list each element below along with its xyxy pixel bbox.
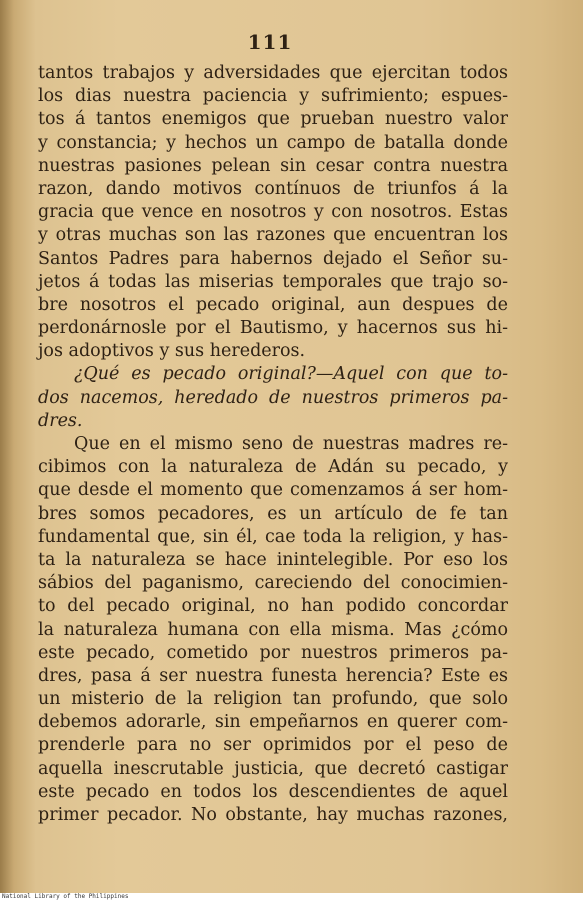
- question-line: dos nacemos, heredado de nuestros primeros pa-: [38, 387, 508, 408]
- answer-line: debemos adorarle, sin empeñarnos en querer com-: [38, 712, 508, 733]
- text-line: los dias nuestra paciencia y sufrimiento; espues-: [38, 86, 508, 107]
- answer-line: to del pecado original, no han podido concordar: [38, 596, 508, 617]
- question-line: ¿Qué es pecado original?—Aquel con que to-: [74, 364, 508, 385]
- answer-line: primer pecador. No obstante, hay muchas razones,: [38, 805, 508, 825]
- text-line: jetos á todas las miserias temporales que trajo so-: [38, 271, 508, 292]
- answer-line: la naturaleza humana con ella misma. Mas ¿cómo: [38, 619, 508, 640]
- text-line: gracia que vence en nosotros y con nosotros. Estas: [38, 202, 508, 223]
- text-line: razon, dando motivos contínuos de triunfos á la: [38, 178, 508, 199]
- text-line: bre nosotros el pecado original, aun despues de: [38, 294, 508, 315]
- answer-line: fundamental que, sin él, cae toda la religion, y has-: [38, 526, 508, 547]
- text-line: y constancia; y hechos un campo de batalla donde: [38, 132, 508, 153]
- answer-line: un misterio de la religion tan profundo, que solo: [38, 689, 508, 710]
- text-line: tantos trabajos y adversidades que ejercitan todos: [38, 63, 508, 83]
- answer-line: ta la naturaleza se hace inintelegible. Por eso los: [38, 549, 508, 570]
- answer-line: sábios del paganismo, careciendo del conocimien-: [38, 573, 508, 594]
- text-line: Santos Padres para habernos dejado el Señor su-: [38, 248, 508, 269]
- library-watermark: National Library of the Philippines: [0, 893, 583, 900]
- answer-line: bres somos pecadores, es un artículo de fe tan: [38, 503, 508, 524]
- text-line: perdonárnosle por el Bautismo, y hacernos sus hi-: [38, 318, 508, 339]
- page-number: 111: [247, 30, 293, 54]
- answer-line: Que en el mismo seno de nuestras madres re-: [74, 434, 508, 454]
- text-line: nuestras pasiones pelean sin cesar contra nuestra: [38, 155, 508, 176]
- text-line: y otras muchas son las razones que encuentran los: [38, 225, 508, 246]
- question-line: dres.: [38, 410, 83, 431]
- answer-line: prenderle para no ser oprimidos por el peso de: [38, 735, 508, 756]
- answer-line: este pecado, cometido por nuestros primeros pa-: [38, 642, 508, 663]
- text-line: tos á tantos enemigos que prueban nuestro valor: [38, 109, 508, 130]
- answer-line: aquella inescrutable justicia, que decretó castigar: [38, 758, 508, 779]
- text-line: jos adoptivos y sus herederos.: [38, 341, 306, 362]
- answer-line: que desde el momento que comenzamos á ser hom-: [38, 480, 508, 501]
- answer-line: este pecado en todos los descendientes de aquel: [38, 781, 508, 802]
- body-text: [38, 62, 508, 827]
- answer-line: cibimos con la naturaleza de Adán su pecado, y: [38, 457, 508, 478]
- answer-line: dres, pasa á ser nuestra funesta herencia? Este es: [38, 665, 508, 686]
